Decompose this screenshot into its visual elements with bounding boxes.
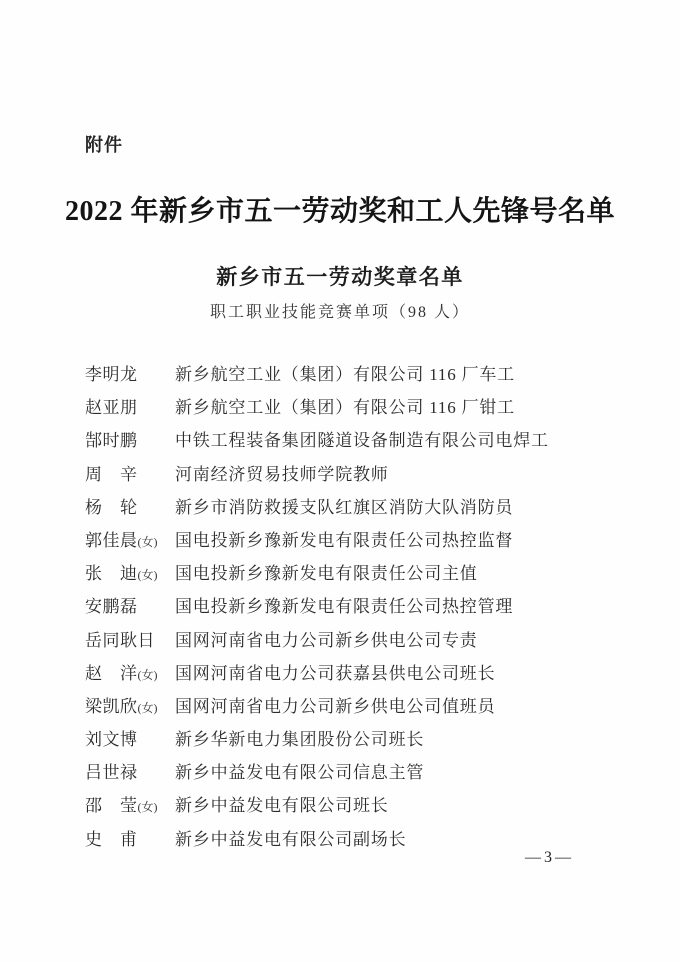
gender-note: (女) bbox=[137, 700, 158, 715]
awardee-name-cell bbox=[85, 391, 175, 426]
awardee-name-cell bbox=[85, 491, 175, 526]
awardee-affiliation: 新乡中益发电有限公司班长 bbox=[175, 796, 389, 816]
awardee-affiliation: 国网河南省电力公司获嘉县供电公司班长 bbox=[175, 663, 496, 683]
awardee-name: 郭佳晨 bbox=[85, 530, 138, 550]
document-title: 2022 年新乡市五一劳动奖和工人先锋号名单 bbox=[64, 196, 615, 227]
awardee-row bbox=[85, 458, 644, 491]
awardee-row bbox=[85, 557, 644, 590]
awardee-name: 郜时鹏 bbox=[85, 431, 138, 451]
page-number bbox=[522, 849, 574, 867]
awardee-name-cell bbox=[85, 557, 175, 592]
awardee-row bbox=[85, 391, 644, 424]
section-title: 新乡市五一劳动奖章名单 bbox=[216, 265, 464, 289]
awardee-name: 梁凯欣 bbox=[85, 696, 138, 716]
awardee-row bbox=[85, 524, 644, 557]
awardee-affiliation: 新乡航空工业（集团）有限公司 116 厂车工 bbox=[175, 365, 515, 384]
awardee-name-cell bbox=[85, 723, 175, 758]
awardee-name: 李明龙 bbox=[85, 365, 138, 384]
awardee-affiliation: 国网河南省电力公司新乡供电公司值班员 bbox=[175, 696, 496, 716]
awardee-affiliation: 国电投新乡豫新发电有限责任公司热控监督 bbox=[175, 530, 514, 550]
awardee-row bbox=[85, 789, 644, 822]
awardee-name-cell bbox=[85, 690, 175, 725]
awardee-name-cell bbox=[85, 424, 175, 459]
awardee-row bbox=[85, 358, 644, 391]
gender-note: (女) bbox=[137, 667, 158, 682]
awardee-affiliation: 国电投新乡豫新发电有限责任公司热控管理 bbox=[175, 597, 514, 617]
gender-note: (女) bbox=[137, 800, 158, 815]
awardee-row bbox=[85, 690, 644, 723]
awardee-affiliation: 中铁工程装备集团隧道设备制造有限公司电焊工 bbox=[175, 431, 549, 451]
attachment-label: 附件 bbox=[85, 135, 123, 155]
awardee-name: 安鹏磊 bbox=[85, 597, 138, 617]
page-number-dash-right: — bbox=[555, 849, 571, 866]
awardee-affiliation: 新乡市消防救援支队红旗区消防大队消防员 bbox=[175, 497, 514, 517]
awardee-name-cell bbox=[85, 756, 175, 791]
awardee-affiliation: 新乡华新电力集团股份公司班长 bbox=[175, 730, 425, 750]
awardee-name: 刘文博 bbox=[85, 730, 138, 750]
awardee-row bbox=[85, 491, 644, 524]
section-subtitle: 职工职业技能竞赛单项（98 人） bbox=[209, 304, 470, 321]
awardee-affiliation: 新乡航空工业（集团）有限公司 116 厂钳工 bbox=[175, 398, 515, 418]
awardee-affiliation: 国电投新乡豫新发电有限责任公司主值 bbox=[175, 564, 478, 584]
awardee-name: 史 甫 bbox=[85, 829, 138, 849]
awardee-name-cell bbox=[85, 657, 175, 692]
awardee-name: 赵 洋 bbox=[85, 663, 138, 683]
awardee-name: 周 辛 bbox=[85, 464, 138, 484]
awardee-name-cell bbox=[85, 358, 175, 393]
awardee-name: 张 迪 bbox=[85, 564, 138, 584]
awardee-row bbox=[85, 657, 644, 690]
awardee-affiliation: 河南经济贸易技师学院教师 bbox=[175, 464, 389, 484]
awardee-name-cell bbox=[85, 823, 175, 858]
awardee-name: 赵亚朋 bbox=[85, 398, 138, 418]
awardee-name: 岳同耿日 bbox=[85, 630, 155, 650]
awardee-name: 邵 莹 bbox=[85, 796, 138, 816]
gender-note: (女) bbox=[137, 568, 158, 583]
awardee-row bbox=[85, 756, 644, 789]
awardee-affiliation: 国网河南省电力公司新乡供电公司专责 bbox=[175, 630, 478, 650]
gender-note: (女) bbox=[137, 534, 158, 549]
awardee-row bbox=[85, 424, 644, 457]
awardee-name-cell bbox=[85, 458, 175, 493]
awardee-row bbox=[85, 624, 644, 657]
awardee-row bbox=[85, 723, 644, 756]
page-number-dash-left: — bbox=[525, 849, 541, 866]
awardee-name-cell bbox=[85, 789, 175, 824]
awardee-name: 吕世禄 bbox=[85, 763, 138, 783]
page-number-value: 3 bbox=[544, 849, 552, 866]
awardee-name-cell bbox=[85, 624, 175, 659]
awardee-name-cell bbox=[85, 524, 175, 559]
awardee-name: 杨 轮 bbox=[85, 497, 138, 517]
awardee-name-cell bbox=[85, 590, 175, 625]
awardee-affiliation: 新乡中益发电有限公司信息主管 bbox=[175, 763, 425, 783]
awardee-list bbox=[85, 358, 644, 856]
awardee-affiliation: 新乡中益发电有限公司副场长 bbox=[175, 829, 407, 849]
awardee-row bbox=[85, 590, 644, 623]
